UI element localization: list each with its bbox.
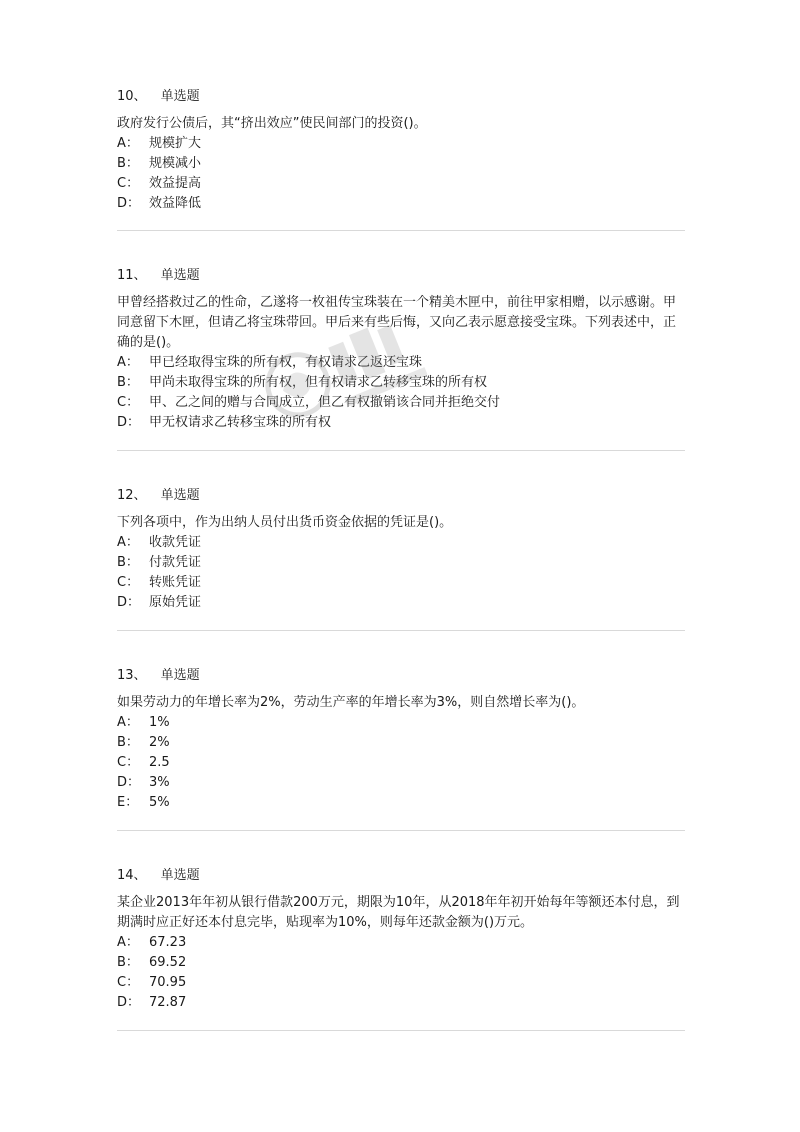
option-letter: C： <box>117 755 140 770</box>
question-type: 单选题 <box>160 89 200 104</box>
option-text: 2% <box>149 735 170 750</box>
option-c <box>117 393 687 413</box>
question-number: 11 <box>117 268 134 283</box>
option-d <box>117 773 687 793</box>
option-c <box>117 174 687 194</box>
option-d <box>117 593 687 613</box>
option-b <box>117 553 687 573</box>
option-d <box>117 413 687 433</box>
option-text: 甲尚未取得宝珠的所有权，但有权请求乙转移宝珠的所有权 <box>149 375 488 390</box>
divider <box>117 630 685 631</box>
question-type: 单选题 <box>160 488 200 503</box>
question-header <box>117 87 687 107</box>
option-text: 规模扩大 <box>149 136 202 151</box>
option-letter: D： <box>117 775 141 790</box>
option-text: 67.23 <box>149 935 187 950</box>
option-c <box>117 753 687 773</box>
option-letter: B： <box>117 735 139 750</box>
option-letter: B： <box>117 955 139 970</box>
question-separator: 、 <box>133 668 147 683</box>
question-stem: 某企业2013年年初从银行借款200万元，期限为10年，从2018年年初开始每年等额还本付息，到期满时应正好还本付息完毕，贴现率为10%，则每年还款金额为()万元。 <box>117 895 680 930</box>
option-letter: E： <box>117 795 139 810</box>
question-11 <box>117 266 687 433</box>
option-letter: B： <box>117 156 139 171</box>
option-letter: D： <box>117 595 141 610</box>
option-text: 3% <box>149 775 170 790</box>
option-e <box>117 793 687 813</box>
option-d <box>117 194 687 214</box>
option-text: 甲已经取得宝珠的所有权，有权请求乙返还宝珠 <box>149 355 423 370</box>
option-text: 72.87 <box>149 995 187 1010</box>
option-a <box>117 533 687 553</box>
option-letter: A： <box>117 355 139 370</box>
question-number: 12 <box>117 488 134 503</box>
option-letter: B： <box>117 555 139 570</box>
option-text: 收款凭证 <box>149 535 202 550</box>
option-text: 转账凭证 <box>149 575 202 590</box>
option-d <box>117 993 687 1013</box>
option-c <box>117 973 687 993</box>
question-separator: 、 <box>133 268 147 283</box>
question-type: 单选题 <box>160 668 200 683</box>
option-letter: C： <box>117 575 140 590</box>
question-stem: 下列各项中，作为出纳人员付出货币资金依据的凭证是()。 <box>117 515 453 530</box>
question-header <box>117 266 687 286</box>
option-text: 效益降低 <box>149 196 202 211</box>
question-separator: 、 <box>133 868 147 883</box>
option-text: 5% <box>149 795 170 810</box>
divider <box>117 230 685 231</box>
question-type: 单选题 <box>160 868 200 883</box>
option-letter: A： <box>117 535 139 550</box>
option-b <box>117 953 687 973</box>
question-header <box>117 666 687 686</box>
option-letter: D： <box>117 995 141 1010</box>
option-text: 付款凭证 <box>149 555 202 570</box>
option-c <box>117 573 687 593</box>
option-text: 甲、乙之间的赠与合同成立，但乙有权撤销该合同并拒绝交付 <box>149 395 501 410</box>
question-number: 10 <box>117 89 134 104</box>
question-14 <box>117 866 687 1013</box>
question-12 <box>117 486 687 613</box>
option-a <box>117 353 687 373</box>
question-stem: 如果劳动力的年增长率为2%，劳动生产率的年增长率为3%，则自然增长率为()。 <box>117 695 585 710</box>
question-number: 13 <box>117 668 134 683</box>
option-letter: A： <box>117 136 139 151</box>
question-type: 单选题 <box>160 268 200 283</box>
option-b <box>117 154 687 174</box>
option-letter: A： <box>117 715 139 730</box>
option-text: 69.52 <box>149 955 187 970</box>
option-letter: C： <box>117 395 140 410</box>
divider <box>117 1030 685 1031</box>
option-text: 2.5 <box>149 755 170 770</box>
option-text: 效益提高 <box>149 176 202 191</box>
option-text: 原始凭证 <box>149 595 202 610</box>
option-text: 规模减小 <box>149 156 202 171</box>
option-b <box>117 733 687 753</box>
question-separator: 、 <box>133 488 147 503</box>
option-letter: A： <box>117 935 139 950</box>
question-number: 14 <box>117 868 134 883</box>
option-letter: D： <box>117 415 141 430</box>
option-b <box>117 373 687 393</box>
question-13 <box>117 666 687 813</box>
question-stem: 政府发行公债后，其“挤出效应”使民间部门的投资()。 <box>117 116 427 131</box>
option-a <box>117 713 687 733</box>
option-text: 70.95 <box>149 975 187 990</box>
option-letter: C： <box>117 176 140 191</box>
option-text: 1% <box>149 715 170 730</box>
question-header <box>117 866 687 886</box>
option-text: 甲无权请求乙转移宝珠的所有权 <box>149 415 332 430</box>
question-separator: 、 <box>133 89 147 104</box>
option-a <box>117 933 687 953</box>
divider <box>117 830 685 831</box>
question-header <box>117 486 687 506</box>
question-10 <box>117 87 687 214</box>
option-letter: C： <box>117 975 140 990</box>
option-letter: D： <box>117 196 141 211</box>
option-letter: B： <box>117 375 139 390</box>
divider <box>117 450 685 451</box>
option-a <box>117 134 687 154</box>
question-stem: 甲曾经搭救过乙的性命，乙遂将一枚祖传宝珠装在一个精美木匣中，前往甲家相赠，以示感谢。甲同意留下木匣，但请乙将宝珠带回。甲后来有些后悔，又向乙表示愿意接受宝珠。下列表述中，正确的是()。 <box>117 295 677 350</box>
